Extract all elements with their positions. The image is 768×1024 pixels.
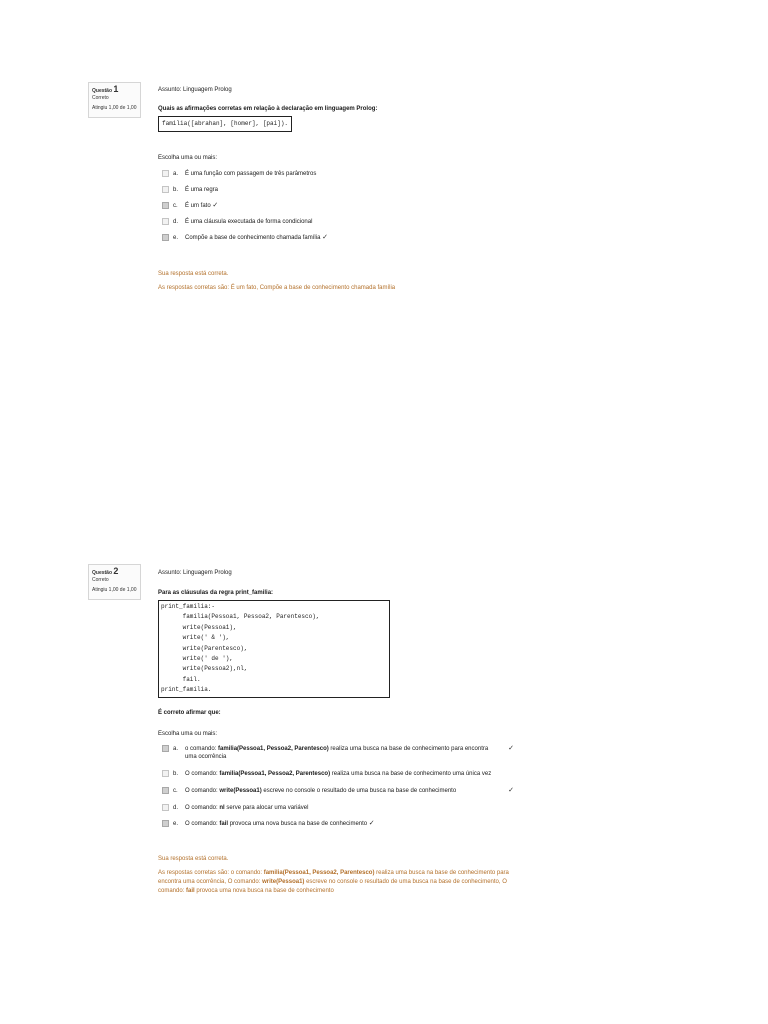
check-icon: ✓ (368, 819, 375, 827)
correct-text: As respostas corretas são: o comando: (158, 869, 264, 876)
correct-command: fail (186, 887, 195, 894)
question-2-info (88, 564, 141, 600)
option-command: nl (219, 804, 225, 811)
checkbox-d[interactable] (162, 218, 169, 225)
correct-text: escreve no console o resultado de uma busca na base de conhecimento, O comando: (158, 878, 507, 894)
check-icon: ✓ (212, 202, 219, 209)
question-grade: Atingiu 1,00 de 1,00 (92, 587, 137, 593)
option-letter: b. (173, 187, 179, 193)
checkbox-b[interactable] (162, 186, 169, 193)
option-text-post: serve para alocar uma variável (224, 804, 309, 811)
choose-instruction: Escolha uma ou mais: (158, 155, 218, 161)
answer-option-c[interactable] (158, 787, 528, 795)
option-text: É uma função com passagem de três parâmetros (185, 171, 317, 177)
option-letter: e. (173, 235, 179, 241)
option-text-pre: O comando: (185, 820, 220, 827)
option-text-pre: O comando: (185, 770, 220, 777)
answer-option-a[interactable] (158, 745, 528, 761)
answer-option-e[interactable] (158, 820, 528, 828)
answer-option-e[interactable] (158, 234, 528, 242)
question-1-content (158, 86, 528, 292)
code-block: print_familia:- familia(Pessoa1, Pessoa2, Parentesco), write(Pessoa1), write(' & '), write(Parentesco), write(' de '), write(Pessoa2),nl, fail. print_familia. (158, 600, 390, 698)
question-prompt: Para as cláusulas da regra print_familia: (158, 590, 274, 596)
correct-answers (158, 869, 518, 896)
question-label: Questão (92, 570, 113, 576)
checkbox-a[interactable] (162, 170, 169, 177)
correct-answers: As respostas corretas são: É um fato, Compõe a base de conhecimento chamada família (158, 285, 396, 291)
option-command: write(Pessoa1) (219, 787, 262, 794)
option-letter: d. (173, 804, 179, 811)
answer-option-a[interactable] (158, 170, 528, 178)
checkbox-e[interactable] (162, 820, 169, 827)
check-icon: ✓ (508, 786, 514, 794)
question-state: Correto (92, 95, 109, 101)
checkbox-c[interactable] (162, 202, 169, 209)
option-text-pre: O comando: (185, 804, 220, 811)
option-letter: a. (173, 171, 179, 177)
correct-command: write(Pessoa1) (262, 878, 305, 885)
question-prompt: Quais as afirmações corretas em relação à declaração em linguagem Prolog: (158, 106, 378, 112)
feedback-status: Sua resposta está correta. (158, 271, 229, 277)
question-2-content (158, 569, 528, 896)
answer-option-d[interactable] (158, 804, 528, 812)
answer-option-b[interactable] (158, 770, 528, 778)
checkbox-e[interactable] (162, 234, 169, 241)
choose-instruction: Escolha uma ou mais: (158, 730, 218, 737)
question-grade: Atingiu 1,00 de 1,00 (92, 105, 137, 111)
question-subject: Assunto: Linguagem Prolog (158, 87, 232, 93)
option-command: familia(Pessoa1, Pessoa2, Parentesco) (218, 745, 329, 752)
answer-option-b[interactable] (158, 186, 528, 194)
option-text: É uma regra (185, 187, 219, 193)
question-number: 1 (113, 84, 119, 94)
option-command: fail (219, 820, 229, 827)
option-text (185, 745, 495, 761)
correct-command: familia(Pessoa1, Pessoa2, Parentesco) (263, 869, 375, 876)
question-state: Correto (92, 577, 109, 583)
option-letter: e. (173, 820, 179, 827)
question-number: 2 (113, 566, 119, 576)
option-text-pre: o comando: (185, 745, 219, 752)
option-text-pre: O comando: (185, 787, 220, 794)
check-icon: ✓ (322, 234, 328, 241)
answer-option-c[interactable] (158, 202, 528, 210)
check-icon: ✓ (508, 744, 514, 752)
checkbox-d[interactable] (162, 804, 169, 811)
option-text (185, 770, 520, 778)
answer-option-d[interactable] (158, 218, 528, 226)
option-letter: b. (173, 770, 179, 777)
code-block: familia([abrahan], [homer], [pai]). (158, 116, 292, 132)
checkbox-a[interactable] (162, 745, 169, 752)
option-text: É um fato (185, 203, 211, 209)
checkbox-c[interactable] (162, 787, 169, 794)
question-subject: Assunto: Linguagem Prolog (158, 570, 232, 576)
option-text: Compõe a base de conhecimento chamada família (185, 235, 321, 241)
option-text: É uma cláusula executada de forma condicional (185, 219, 313, 225)
question-1-info (88, 82, 141, 118)
question-2-heading (92, 568, 140, 577)
option-letter: c. (173, 203, 178, 209)
question-label: Questão (92, 88, 113, 94)
option-text-post: realiza uma busca na base de conhecimento uma única vez (330, 770, 492, 777)
correct-text: provoca uma nova busca na base de conhecimento (194, 887, 334, 894)
option-letter: d. (173, 219, 179, 225)
option-text-post: escreve no console o resultado de uma busca na base de conhecimento (261, 787, 457, 794)
option-letter: c. (173, 787, 178, 794)
feedback-status: Sua resposta está correta. (158, 855, 229, 862)
checkbox-b[interactable] (162, 770, 169, 777)
correct-text: realiza uma busca na base de conhecimento para encontra uma ocorrência, O comando: (158, 869, 509, 885)
question-prompt-2: É correto afirmar que: (158, 709, 221, 716)
option-text-post: realiza uma busca na base de conhecimento para encontra uma ocorrência (185, 745, 489, 760)
option-letter: a. (173, 745, 179, 752)
option-command: familia(Pessoa1, Pessoa2, Parentesco) (219, 770, 331, 777)
option-text-post: provoca uma nova busca na base de conhecimento (228, 820, 368, 827)
option-text (185, 787, 475, 795)
question-1-heading (92, 86, 140, 95)
